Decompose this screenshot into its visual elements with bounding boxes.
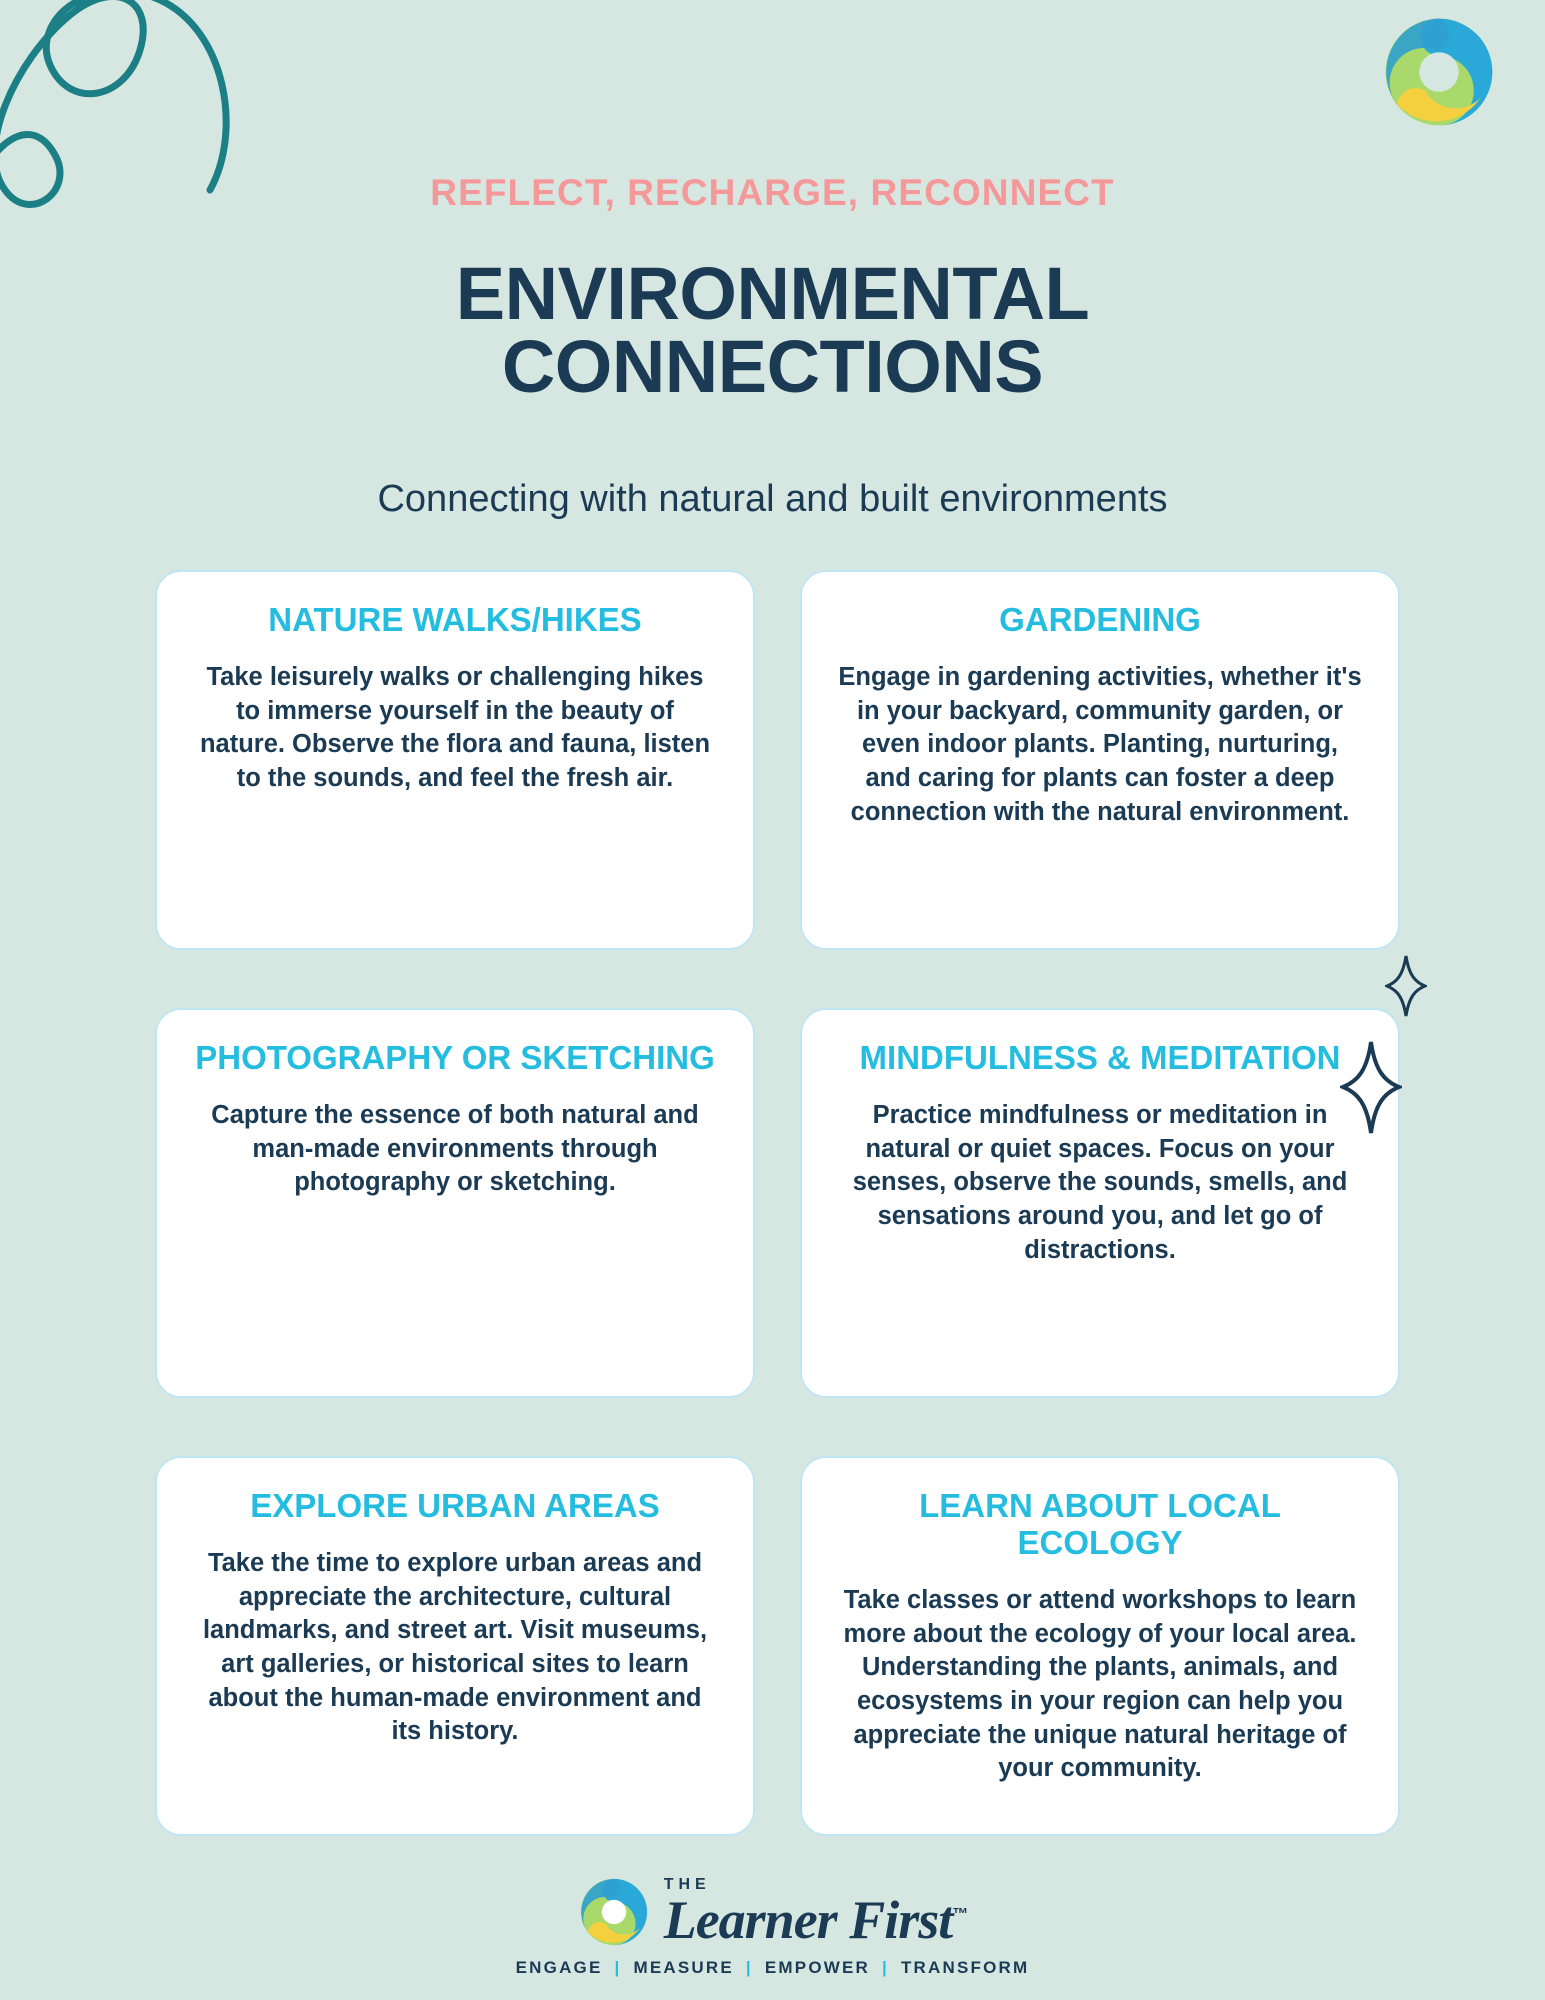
footer-separator: |	[882, 1958, 889, 1977]
card-nature-walks	[155, 570, 755, 950]
card-title: LEARN ABOUT LOCAL ECOLOGY	[919, 1487, 1281, 1561]
card-photography-sketching	[155, 1008, 755, 1398]
card-title: GARDENING	[999, 601, 1201, 638]
card-body: Take the time to explore urban areas and appreciate the architecture, cultural landmarks, and street art. Visit museums, art galleries, or historical sites to learn about the human-made environment and its history.	[202, 1548, 708, 1746]
card-grid	[155, 570, 1400, 1836]
footer-tag-empower: EMPOWER	[764, 1958, 870, 1977]
card-body: Practice mindfulness or meditation in natural or quiet spaces. Focus on your senses, observe the sounds, smells, and sensations around you, and let go of distractions.	[852, 1100, 1348, 1264]
footer-tag-engage: ENGAGE	[515, 1958, 603, 1977]
title-line-1: ENVIRONMENTAL	[455, 252, 1090, 335]
footer-tag-transform: TRANSFORM	[900, 1958, 1030, 1977]
footer-tagline	[516, 1958, 1030, 1978]
card-title: EXPLORE URBAN AREAS	[250, 1487, 660, 1524]
card-body: Take classes or attend workshops to learn more about the ecology of your local area. Understanding the plants, animals, and ecosystems in your region can help you appreciate the unique natural heritage of your community.	[843, 1585, 1357, 1783]
footer-the: THE	[663, 1876, 711, 1893]
page-subtitle: Connecting with natural and built environments	[377, 478, 1168, 520]
footer-separator: |	[745, 1958, 753, 1977]
card-body: Engage in gardening activities, whether it's in your backyard, community garden, or even indoor plants. Planting, nurturing, and caring for plants can foster a deep connection with the natural environment.	[838, 662, 1362, 826]
footer-brand-word: Learner First	[663, 1890, 953, 1950]
page-title	[0, 252, 1545, 408]
footer-logo	[578, 1876, 968, 1948]
card-body: Capture the essence of both natural and man-made environments through photography or sketching.	[211, 1100, 699, 1197]
card-explore-urban-areas	[155, 1456, 755, 1836]
card-gardening	[800, 570, 1400, 950]
card-title: PHOTOGRAPHY OR SKETCHING	[195, 1039, 715, 1076]
footer-brand-name	[663, 1890, 968, 1950]
card-title: MINDFULNESS & MEDITATION	[859, 1039, 1341, 1076]
card-mindfulness-meditation	[800, 1008, 1400, 1398]
card-title: NATURE WALKS/HIKES	[268, 601, 642, 638]
eyebrow-text: REFLECT, RECHARGE, RECONNECT	[430, 172, 1115, 213]
trademark-symbol: ™	[952, 1906, 968, 1923]
footer-separator: |	[614, 1958, 622, 1977]
footer	[0, 1876, 1545, 1978]
logo-icon	[1381, 14, 1497, 130]
footer-wordmark	[663, 1876, 968, 1950]
footer-tag-measure: MEASURE	[633, 1958, 734, 1977]
footer-logo-icon	[578, 1876, 650, 1948]
title-line-2: CONNECTIONS	[501, 324, 1044, 408]
card-body: Take leisurely walks or challenging hikes to immerse yourself in the beauty of nature. Observe the flora and fauna, listen to the sounds, and feel the fresh air.	[199, 662, 711, 792]
card-local-ecology	[800, 1456, 1400, 1836]
